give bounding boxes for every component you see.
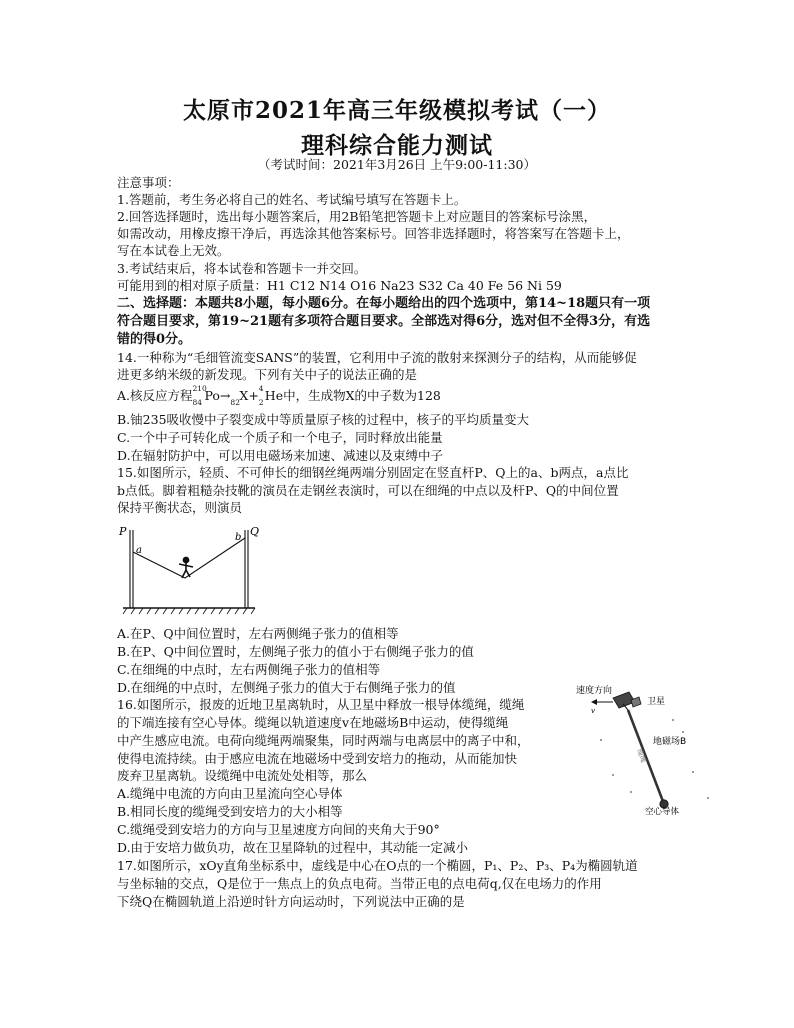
q16-stem-4: 使得电流持续。由于感应电流在地磁场中受到安培力的拖动，从而能加快 bbox=[117, 751, 518, 766]
he-symbol-and-tail: He中，生成物X的中子数为128 bbox=[264, 388, 441, 403]
note-2c: 写在本试卷上无效。 bbox=[117, 243, 230, 258]
magnetic-field-label: 地磁场B bbox=[653, 737, 687, 747]
notes-heading: 注意事项： bbox=[117, 175, 180, 190]
he-isotope bbox=[258, 384, 441, 407]
po-symbol: Po→ bbox=[204, 388, 231, 403]
note-1: 1.答题前，考生务必将自己的姓名、考试编号填写在答题卡上。 bbox=[117, 192, 467, 207]
q16-stem-5: 废弃卫星离轨。设缆绳中电流处处相等，那么 bbox=[117, 768, 368, 783]
label-q: Q bbox=[250, 525, 260, 538]
q14-a-prefix: A.核反应方程 bbox=[117, 388, 193, 403]
velocity-arrowhead bbox=[591, 699, 597, 705]
q17-stem-1: 17.如图所示，xOy直角坐标系中，虚线是中心在O点的一个椭圆，P₁、P₂、P₃、P₄为椭圆轨道 bbox=[117, 858, 638, 873]
exam-time: （考试时间：2021年3月26日 上午9:00-11:30） bbox=[258, 157, 536, 172]
velocity-direction-label: 速度方向 bbox=[576, 686, 613, 696]
q16-stem-2: 的下端连接有空心导体。缆绳以轨道速度v在地磁场B中运动，使得缆绳 bbox=[117, 715, 509, 730]
tightrope-figure bbox=[117, 524, 260, 618]
label-a: a bbox=[136, 545, 142, 556]
q15-option-c: C.在细绳的中点时，左右两侧绳子张力的值相等 bbox=[117, 662, 381, 677]
q14-stem-1: 14.一种称为“毛细管流变SANS”的装置，它利用中子流的散射来探测分子的结构，从而能够促 bbox=[117, 350, 637, 365]
q17-stem-2: 与坐标轴的交点，Q是位于一焦点上的负点电荷。当带正电的点电荷q,仅在电场力的作用 bbox=[117, 876, 602, 891]
q16-stem-1: 16.如图所示，报废的近地卫星离轨时，从卫星中释放一根导体缆绳，缆绳 bbox=[117, 697, 525, 712]
acrobat-icon bbox=[179, 557, 193, 578]
po-atomic-number: 84 bbox=[192, 398, 203, 407]
he-atomic-number: 2 bbox=[258, 398, 264, 407]
q16-option-c: C.缆绳受到安培力的方向与卫星速度方向间的夹角大于90° bbox=[117, 822, 440, 837]
note-2b: 如需改动，用橡皮擦干净后，再选涂其他答案标号。回答非选择题时，将答案写在答题卡上， bbox=[117, 226, 630, 241]
x-symbol: X+ bbox=[239, 388, 259, 403]
q16-option-b: B.相同长度的缆绳受到安培力的大小相等 bbox=[117, 804, 343, 819]
x-atomic-number: 82 bbox=[230, 398, 240, 407]
section-heading-line3: 错的得0分。 bbox=[117, 332, 192, 347]
po-mass-number: 210 bbox=[192, 384, 207, 393]
magnetic-field-dots bbox=[600, 719, 709, 799]
q16-option-a: A.缆绳中电流的方向由卫星流向空心导体 bbox=[117, 786, 343, 801]
velocity-label: v bbox=[591, 707, 595, 715]
q15-stem-1: 15.如图所示，轻质、不可伸长的细钢丝绳两端分别固定在竖直杆P、Q上的a、b两点，a点比 bbox=[117, 465, 629, 480]
exam-title: 太原市2021年高三年级模拟考试（一） bbox=[182, 97, 611, 124]
label-p: P bbox=[119, 525, 127, 538]
q15-stem-3: 保持平衡状态，则演员 bbox=[117, 500, 243, 515]
q17-stem-3: 下绕Q在椭圆轨道上沿逆时针方向运动时，下列说法中正确的是 bbox=[117, 894, 465, 909]
q14-option-c: C.一个中子可转化成一个质子和一个电子，同时释放出能量 bbox=[117, 430, 443, 445]
q15-option-d: D.在细绳的中点时，左侧绳子张力的值大于右侧绳子张力的值 bbox=[117, 680, 456, 695]
q14-stem-2: 进更多纳米级的新发现。下列有关中子的说法正确的是 bbox=[117, 367, 418, 382]
atomic-masses: 可能用到的相对原子质量：H1 C12 N14 O16 Na23 S32 Ca 40 Fe 56 Ni 59 bbox=[117, 278, 562, 293]
steel-wire bbox=[133, 538, 245, 578]
he-mass-number: 4 bbox=[258, 384, 264, 393]
exam-subtitle: 理科综合能力测试 bbox=[301, 132, 493, 159]
satellite-icon bbox=[613, 692, 641, 710]
po-isotope bbox=[192, 384, 231, 407]
q15-option-a: A.在P、Q中间位置时，左右两侧绳子张力的值相等 bbox=[117, 626, 399, 641]
hollow-conductor-label: 空心导体 bbox=[645, 807, 680, 817]
satellite-tether-figure bbox=[573, 680, 723, 815]
q14-option-d: D.在辐射防护中，可以用电磁场来加速、减速以及束缚中子 bbox=[117, 448, 444, 463]
satellite-label: 卫星 bbox=[647, 697, 666, 707]
q15-option-b: B.在P、Q中间位置时，左侧绳子张力的值小于右侧绳子张力的值 bbox=[117, 644, 474, 659]
q14-option-b: B.铀235吸收慢中子裂变成中等质量原子核的过程中，核子的平均质量变大 bbox=[117, 412, 530, 427]
section-heading-line1: 二、选择题：本题共8小题，每小题6分。在每小题给出的四个选项中，第14~18题只有一项 bbox=[117, 296, 651, 311]
note-2a: 2.回答选择题时，选出每小题答案后，用2B铅笔把答题卡上对应题目的答案标号涂黑， bbox=[117, 209, 597, 224]
ground-hatching bbox=[123, 608, 255, 614]
x-isotope bbox=[230, 387, 259, 407]
note-3: 3.考试结束后，将本试卷和答题卡一并交回。 bbox=[117, 261, 367, 276]
tether-label: 缆绳 bbox=[635, 747, 648, 764]
section-heading-line2: 符合题目要求，第19~21题有多项符合题目要求。全部选对得6分，选对但不全得3分，有选 bbox=[117, 314, 651, 329]
label-b: b bbox=[235, 532, 242, 543]
q14-option-a bbox=[117, 384, 441, 407]
q15-stem-2: b点低。脚着粗糙杂技靴的演员在走钢丝表演时，可以在细绳的中点以及杆P、Q的中间位置 bbox=[117, 483, 619, 498]
q16-stem-3: 中产生感应电流。电荷向缆绳两端聚集，同时两端与电离层中的离子中和， bbox=[117, 733, 530, 748]
q16-option-d: D.由于安培力做负功，故在卫星降轨的过程中，其动能一定减小 bbox=[117, 840, 469, 855]
